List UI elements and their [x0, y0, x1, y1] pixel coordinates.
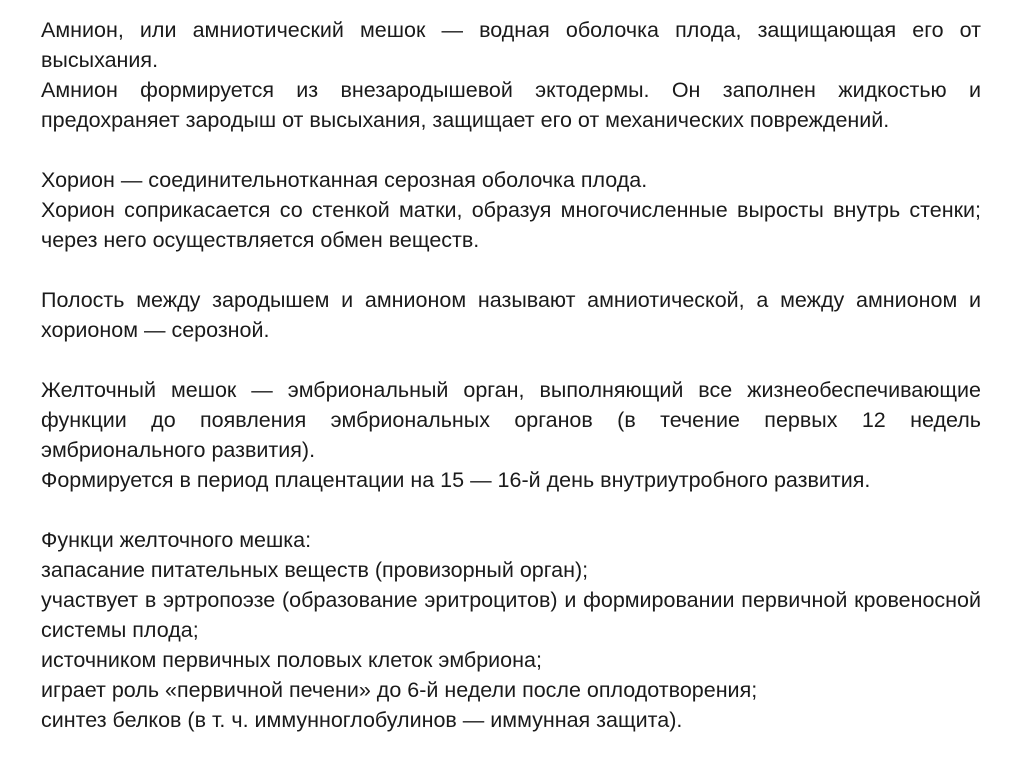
functions-list	[41, 555, 981, 735]
chorion-description: Хорион соприкасается со стенкой матки, образуя многочисленные выросты внутрь стенки; через него осуществляется обмен веществ.	[41, 198, 981, 252]
paragraph-spacer	[41, 495, 981, 525]
chorion-definition: Хорион — соединительнотканная серозная оболочка плода.	[41, 168, 648, 192]
list-item: участвует в эртропоэзе (образование эритроцитов) и формировании первичной кровеносной системы плода;	[41, 588, 981, 642]
list-item: синтез белков (в т. ч. иммунноглобулинов — иммунная защита).	[41, 708, 683, 732]
list-item: играет роль «первичной печени» до 6-й недели после оплодотворения;	[41, 678, 758, 702]
paragraph-spacer	[41, 255, 981, 285]
slide-text-body	[41, 15, 981, 735]
amnion-definition: Амнион, или амниотический мешок — водная оболочка плода, защищающая его от высыхания.	[41, 18, 981, 72]
cavities-text: Полость между зародышем и амнионом называют амниотической, а между амнионом и хорионом — серозной.	[41, 288, 981, 342]
functions-heading: Функци желточного мешка:	[41, 528, 312, 552]
yolk-sac-definition: Желточный мешок — эмбриональный орган, выполняющий все жизнеобеспечивающие функции до появления эмбриональных органов (в течение первых 12 недель эмбрионального развития).	[41, 378, 981, 462]
list-item: запасание питательных веществ (провизорный орган);	[41, 558, 589, 582]
paragraph-spacer	[41, 135, 981, 165]
amnion-description: Амнион формируется из внезародышевой эктодермы. Он заполнен жидкостью и предохраняет зародыш от высыхания, защищает его от механических повреждений.	[41, 78, 981, 132]
list-item: источником первичных половых клеток эмбриона;	[41, 648, 542, 672]
yolk-sac-formation: Формируется в период плацентации на 15 — 16-й день внутриутробного развития.	[41, 468, 871, 492]
paragraph-spacer	[41, 345, 981, 375]
